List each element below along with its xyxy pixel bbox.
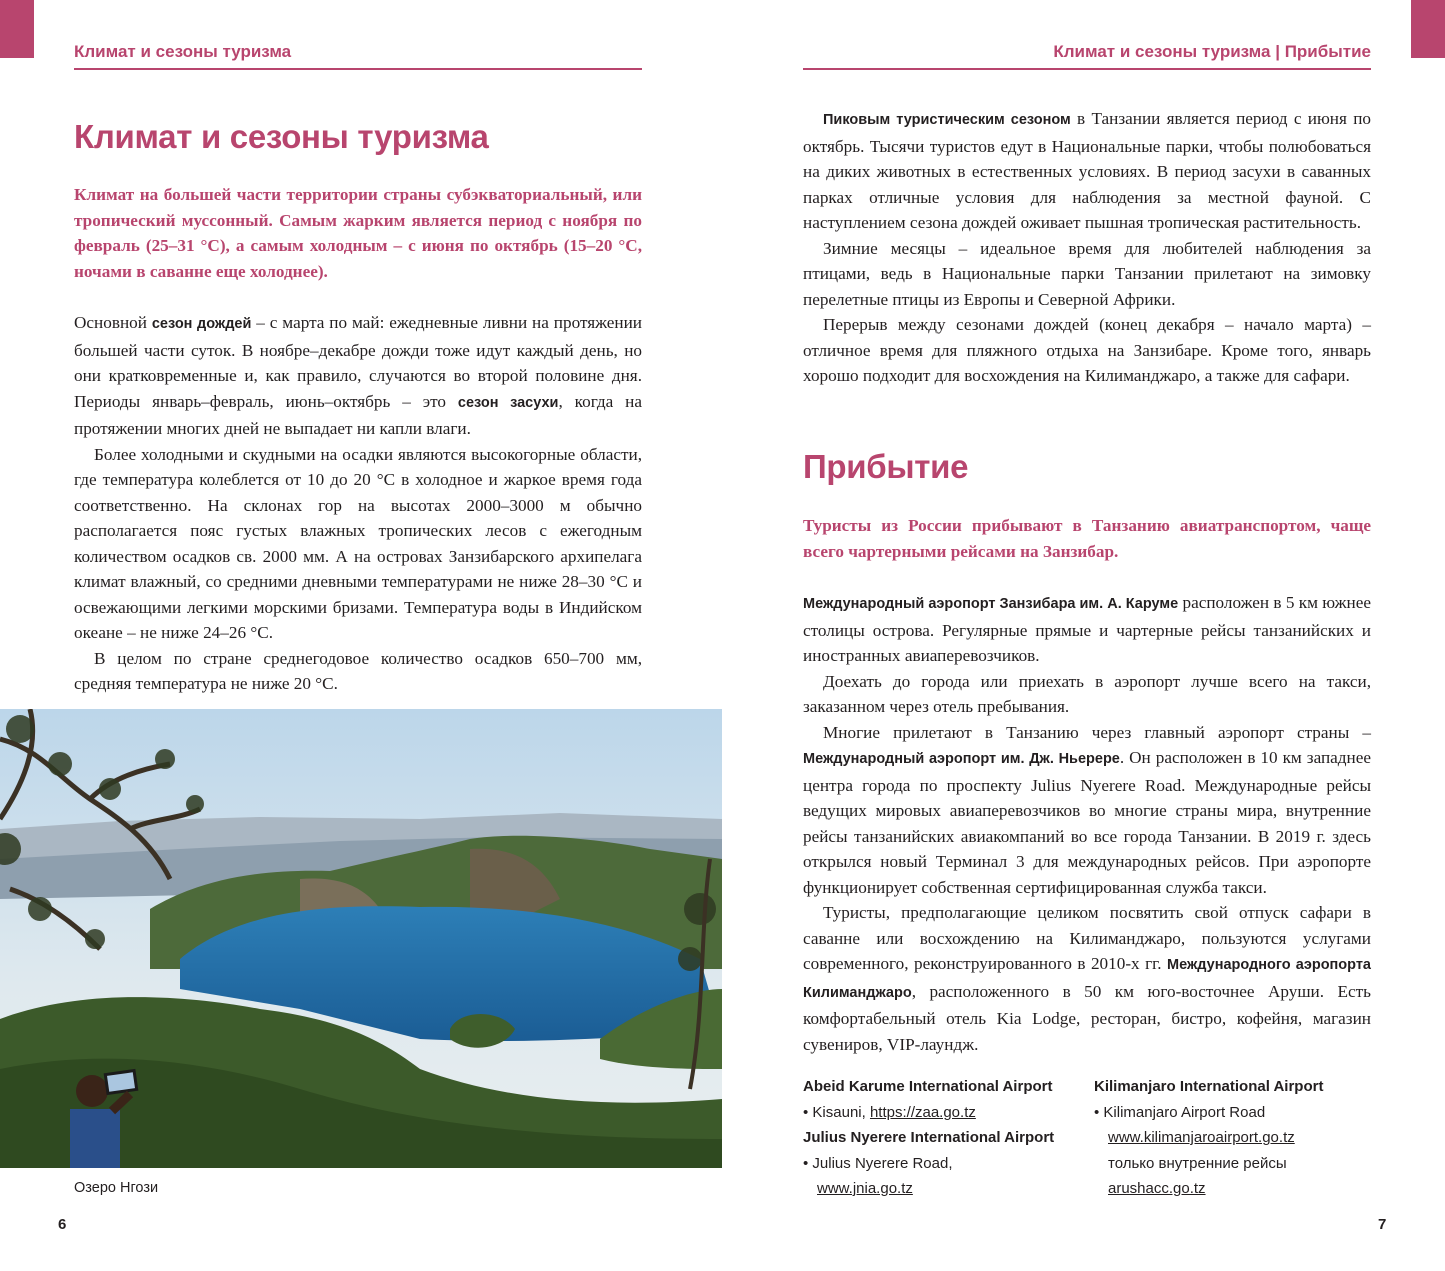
- bold-term: Международный аэропорт Занзибара им. А. Каруме: [803, 596, 1179, 612]
- bold-term: Международного аэропорта Килиманджаро: [803, 957, 1371, 1001]
- paragraph: Международный аэропорт Занзибара им. А. Каруме расположен в 5 км южнее столицы острова. Регулярные прямые и чартерные рейсы танзанийских и иностранных авиаперевозчиков.: [803, 593, 1372, 665]
- page-number-right: 7: [1378, 1216, 1387, 1233]
- lake-ngozi-photo: [0, 709, 722, 1168]
- lead-paragraph-climate: Климат на большей части территории страны субэкваториальный, или тропический муссонный. Самым жарким является период с ноября по февраль (25–31 °С), а самым холодным – с июня по октябрь (15–20 °С, ночами в саванне еще холоднее).: [74, 185, 642, 281]
- airport-link[interactable]: arushacc.go.tz: [1108, 1180, 1206, 1197]
- right-edge-tab: [1411, 0, 1445, 58]
- lead-paragraph-arrival: Туристы из России прибывают в Танзанию авиатранспортом, чаще всего чартерными рейсами на Занзибар.: [803, 516, 1371, 561]
- airport-info-right-column: [1094, 1074, 1374, 1202]
- page-number-left: 6: [58, 1216, 67, 1233]
- airport-address: • Kilimanjaro Airport Road www.kilimanjaroairport.go.tz только внутренние рейсы arushacc.go.tz: [1094, 1103, 1295, 1197]
- airport-info-left-column: [803, 1074, 1083, 1202]
- bold-term: Международный аэропорт им. Дж. Ньерере: [803, 751, 1120, 767]
- body-text-arrival: [803, 590, 1371, 1057]
- paragraph: Пиковым туристическим сезоном в Танзании является период с июня по октябрь. Тысячи туристов едут в Национальные парки, чтобы полюбоваться на диких животных в естественных условиях. В период засухи в саванных парках отличные условия для наблюдения за местной фауной. С наступлением сезона дождей оживает пышная тропическая растительность.: [803, 109, 1371, 232]
- left-edge-tab: [0, 0, 34, 58]
- paragraph: Туристы, предполагающие целиком посвятить свой отпуск сафари в саванне или восхождению на Килиманджаро, пользуются услугами современного, реконструированного в 2010-х гг. Международного аэропорта Килиманджаро, расположенного в 50 км юго-восточнее Аруши. Есть комфортабельный отель Kia Lodge, ресторан, бистро, кофейня, магазин сувениров, VIP-лаундж.: [803, 903, 1371, 1054]
- airport-name: Julius Nyerere International Airport: [803, 1129, 1055, 1146]
- running-head-right: Климат и сезоны туризма | Прибытие: [1053, 42, 1371, 61]
- airport-name: Abeid Karume International Airport: [803, 1078, 1053, 1095]
- airport-note: только внутренние рейсы: [1108, 1154, 1287, 1172]
- paragraph: Зимние месяцы – идеальное время для любителей наблюдения за птицами, ведь в Национальные парки Танзании прилетают на зимовку перелетные птицы из Европы и Северной Африки.: [803, 238, 1371, 309]
- header-rule-left: [74, 68, 642, 70]
- airport-name: Kilimanjaro International Airport: [1094, 1078, 1324, 1095]
- paragraph: В целом по стране среднегодовое количество осадков 650–700 мм, средняя температура не ниже 20 °С.: [74, 648, 642, 693]
- airport-link[interactable]: https://zaa.go.tz: [869, 1103, 976, 1121]
- paragraph: Доехать до города или приехать в аэропорт лучше всего на такси, заказанном через отель пребывания.: [803, 671, 1371, 716]
- airport-address: • Kisauni, https://zaa.go.tz: [803, 1103, 976, 1121]
- bold-term: сезон засухи: [457, 394, 559, 411]
- paragraph: Перерыв между сезонами дождей (конец декабря – начало марта) – отличное время для пляжного отдыха на Занзибаре. Кроме того, январь хорошо подходит для восхождения на Килиманджаро, а также для сафари.: [803, 315, 1371, 385]
- photo-caption: Озеро Нгози: [74, 1180, 159, 1196]
- body-text-climate: [74, 310, 642, 697]
- section-title-arrival: Прибытие: [803, 448, 969, 485]
- airport-link[interactable]: www.jnia.go.tz: [817, 1180, 913, 1197]
- paragraph: Более холодными и скудными на осадки являются высокогорные области, где температура колеблется от 10 до 20 °С в холодное и жаркое время года соответственно. На склонах гор на высотах 2000–3000 м обычно располагается пояс густых влажных тропических лесов с ежегодным количеством осадков св. 2000 мм. А на островах Занзибарского архипелага климат влажный, со средними дневными температурами не ниже 28–30 °С и освежающими легкими морскими бризами. Температура воды в Индийском океане – не ниже 24–26 °С.: [74, 444, 642, 642]
- running-head-left: Климат и сезоны туризма: [74, 42, 292, 61]
- bold-term: сезон дождей: [151, 316, 252, 332]
- header-rule-right: [803, 68, 1371, 70]
- body-text-season: [803, 106, 1371, 389]
- bold-term: Пиковым туристическим сезоном: [823, 112, 1071, 128]
- section-title-climate: Климат и сезоны туризма: [74, 118, 489, 155]
- paragraph: Многие прилетают в Танзанию через главный аэропорт страны – Международный аэропорт им. Дж. Ньерере. Он расположен в 10 км западнее центра города по проспекту Julius Nyerere Road. Международные рейсы ведущих мировых авиаперевозчиков во многие страны мира, внутренние рейсы танзанийских авиакомпаний во все города Танзании. В 2019 г. здесь открылся новый Терминал 3 для международных рейсов. При аэропорте функционирует собственная сертифицированная служба такси.: [803, 722, 1371, 897]
- paragraph: Основной сезон дождей – с марта по май: ежедневные ливни на протяжении большей части суток. В ноябре–декабре дожди тоже идут каждый день, но они кратковременные и, как правило, случаются во второй половине дня. Периоды январь–февраль, июнь–октябрь – это сезон засухи, когда на протяжении многих дней не выпадает ни капли влаги.: [74, 313, 642, 438]
- airport-link[interactable]: www.kilimanjaroairport.go.tz: [1108, 1129, 1295, 1146]
- airport-address: • Julius Nyerere Road, www.jnia.go.tz: [803, 1154, 953, 1197]
